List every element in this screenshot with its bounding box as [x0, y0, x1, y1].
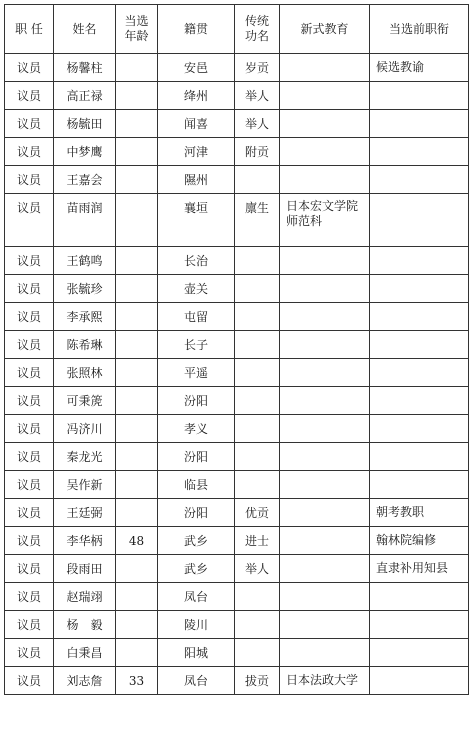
cell-name: 杨毓田: [54, 110, 116, 138]
cell-traditional-degree: [235, 359, 280, 387]
cell-age: [116, 194, 158, 247]
header-name: 姓名: [54, 5, 116, 54]
table-row: [5, 499, 469, 527]
cell-modern-education: [280, 611, 370, 639]
cell-traditional-degree: 附贡: [235, 138, 280, 166]
cell-age: [116, 331, 158, 359]
cell-traditional-degree: 拔贡: [235, 667, 280, 695]
cell-modern-education: [280, 54, 370, 82]
cell-position: 议员: [5, 471, 54, 499]
cell-traditional-degree: [235, 303, 280, 331]
cell-traditional-degree: [235, 247, 280, 275]
cell-native-place: 河津: [158, 138, 235, 166]
cell-traditional-degree: 优贡: [235, 499, 280, 527]
cell-prior-title: [370, 611, 469, 639]
cell-prior-title: [370, 331, 469, 359]
table-row: [5, 527, 469, 555]
cell-native-place: 武乡: [158, 527, 235, 555]
cell-name: 秦龙光: [54, 443, 116, 471]
cell-name: 段雨田: [54, 555, 116, 583]
cell-position: 议员: [5, 583, 54, 611]
cell-name: 白秉昌: [54, 639, 116, 667]
cell-native-place: 临县: [158, 471, 235, 499]
cell-native-place: 绛州: [158, 82, 235, 110]
cell-name: 李承熙: [54, 303, 116, 331]
cell-name: 冯济川: [54, 415, 116, 443]
cell-name: 王鹤鸣: [54, 247, 116, 275]
table-row: [5, 583, 469, 611]
cell-prior-title: 直隶补用知县: [370, 555, 469, 583]
cell-age: [116, 275, 158, 303]
cell-native-place: 凤台: [158, 667, 235, 695]
cell-modern-education: [280, 82, 370, 110]
cell-native-place: 襄垣: [158, 194, 235, 247]
cell-traditional-degree: 进士: [235, 527, 280, 555]
cell-native-place: 隰州: [158, 166, 235, 194]
cell-native-place: 安邑: [158, 54, 235, 82]
cell-name: 王廷弼: [54, 499, 116, 527]
cell-age: [116, 110, 158, 138]
cell-prior-title: [370, 415, 469, 443]
cell-native-place: 武乡: [158, 555, 235, 583]
cell-prior-title: 朝考教职: [370, 499, 469, 527]
cell-traditional-degree: [235, 471, 280, 499]
table-row: [5, 555, 469, 583]
cell-modern-education: [280, 303, 370, 331]
table-row: [5, 443, 469, 471]
cell-age: [116, 499, 158, 527]
cell-prior-title: [370, 667, 469, 695]
cell-age: [116, 247, 158, 275]
cell-modern-education: [280, 275, 370, 303]
table-row: [5, 138, 469, 166]
table-body: [5, 54, 469, 695]
cell-traditional-degree: [235, 415, 280, 443]
cell-native-place: 阳城: [158, 639, 235, 667]
cell-name: 赵瑞翊: [54, 583, 116, 611]
cell-traditional-degree: [235, 639, 280, 667]
cell-age: [116, 138, 158, 166]
cell-age: [116, 415, 158, 443]
cell-traditional-degree: 举人: [235, 110, 280, 138]
cell-position: 议员: [5, 359, 54, 387]
cell-position: 议员: [5, 639, 54, 667]
table-row: [5, 110, 469, 138]
cell-prior-title: 候选教谕: [370, 54, 469, 82]
cell-modern-education: [280, 555, 370, 583]
cell-name: 杨 毅: [54, 611, 116, 639]
cell-traditional-degree: 举人: [235, 555, 280, 583]
cell-prior-title: [370, 387, 469, 415]
cell-native-place: 陵川: [158, 611, 235, 639]
cell-prior-title: [370, 194, 469, 247]
cell-modern-education: [280, 387, 370, 415]
header-prior-title: 当选前职衔: [370, 5, 469, 54]
cell-position: 议员: [5, 331, 54, 359]
table-row: [5, 54, 469, 82]
cell-position: 议员: [5, 247, 54, 275]
cell-position: 议员: [5, 415, 54, 443]
table-row: [5, 611, 469, 639]
table-row: [5, 387, 469, 415]
cell-age: [116, 387, 158, 415]
cell-position: 议员: [5, 138, 54, 166]
header-modern-education: 新式教育: [280, 5, 370, 54]
cell-position: 议员: [5, 527, 54, 555]
cell-position: 议员: [5, 194, 54, 247]
cell-native-place: 汾阳: [158, 443, 235, 471]
cell-traditional-degree: 举人: [235, 82, 280, 110]
cell-native-place: 屯留: [158, 303, 235, 331]
table-row: [5, 303, 469, 331]
cell-name: 杨馨柱: [54, 54, 116, 82]
cell-modern-education: [280, 639, 370, 667]
cell-prior-title: [370, 166, 469, 194]
cell-name: 高正禄: [54, 82, 116, 110]
cell-native-place: 壶关: [158, 275, 235, 303]
cell-age: [116, 583, 158, 611]
cell-name: 陈希琳: [54, 331, 116, 359]
cell-traditional-degree: [235, 166, 280, 194]
cell-age: [116, 471, 158, 499]
cell-age: 33: [116, 667, 158, 695]
cell-age: 48: [116, 527, 158, 555]
cell-modern-education: [280, 415, 370, 443]
cell-prior-title: [370, 639, 469, 667]
cell-prior-title: [370, 471, 469, 499]
header-traditional-degree: 传统 功名: [235, 5, 280, 54]
cell-native-place: 汾阳: [158, 387, 235, 415]
cell-age: [116, 359, 158, 387]
table-row: [5, 359, 469, 387]
cell-age: [116, 639, 158, 667]
cell-age: [116, 611, 158, 639]
header-native-place: 籍贯: [158, 5, 235, 54]
cell-position: 议员: [5, 611, 54, 639]
cell-native-place: 凤台: [158, 583, 235, 611]
cell-prior-title: [370, 247, 469, 275]
cell-age: [116, 303, 158, 331]
cell-prior-title: [370, 82, 469, 110]
cell-age: [116, 166, 158, 194]
header-position: 职 任: [5, 5, 54, 54]
cell-position: 议员: [5, 166, 54, 194]
cell-prior-title: [370, 443, 469, 471]
cell-traditional-degree: [235, 583, 280, 611]
table-row: [5, 639, 469, 667]
cell-age: [116, 555, 158, 583]
cell-modern-education: [280, 110, 370, 138]
cell-age: [116, 54, 158, 82]
cell-modern-education: [280, 166, 370, 194]
header-age: 当选 年龄: [116, 5, 158, 54]
table-row: [5, 247, 469, 275]
cell-traditional-degree: [235, 443, 280, 471]
cell-native-place: 闻喜: [158, 110, 235, 138]
table-header-row: [5, 5, 469, 54]
cell-modern-education: [280, 359, 370, 387]
cell-position: 议员: [5, 443, 54, 471]
table-row: [5, 471, 469, 499]
table-row: [5, 82, 469, 110]
cell-name: 苗雨润: [54, 194, 116, 247]
cell-position: 议员: [5, 387, 54, 415]
cell-position: 议员: [5, 555, 54, 583]
cell-position: 议员: [5, 275, 54, 303]
cell-modern-education: [280, 471, 370, 499]
cell-modern-education: 日本宏文学院师范科: [280, 194, 370, 247]
cell-age: [116, 443, 158, 471]
cell-modern-education: 日本法政大学: [280, 667, 370, 695]
cell-prior-title: [370, 275, 469, 303]
table-row: [5, 275, 469, 303]
cell-prior-title: [370, 303, 469, 331]
member-roster-table: [4, 4, 469, 695]
cell-position: 议员: [5, 110, 54, 138]
cell-modern-education: [280, 331, 370, 359]
cell-traditional-degree: 廪生: [235, 194, 280, 247]
cell-name: 张照林: [54, 359, 116, 387]
cell-position: 议员: [5, 82, 54, 110]
cell-prior-title: [370, 583, 469, 611]
cell-position: 议员: [5, 499, 54, 527]
table-row: [5, 166, 469, 194]
table-row: [5, 667, 469, 695]
cell-modern-education: [280, 247, 370, 275]
cell-modern-education: [280, 583, 370, 611]
cell-prior-title: [370, 110, 469, 138]
cell-name: 刘志詹: [54, 667, 116, 695]
cell-name: 李华柄: [54, 527, 116, 555]
cell-name: 中梦鹰: [54, 138, 116, 166]
cell-traditional-degree: [235, 387, 280, 415]
cell-name: 王嘉会: [54, 166, 116, 194]
cell-name: 吴作新: [54, 471, 116, 499]
cell-name: 可秉箎: [54, 387, 116, 415]
cell-position: 议员: [5, 54, 54, 82]
cell-modern-education: [280, 443, 370, 471]
cell-modern-education: [280, 499, 370, 527]
cell-position: 议员: [5, 667, 54, 695]
cell-prior-title: 翰林院编修: [370, 527, 469, 555]
cell-age: [116, 82, 158, 110]
cell-prior-title: [370, 359, 469, 387]
cell-native-place: 长子: [158, 331, 235, 359]
cell-name: 张毓珍: [54, 275, 116, 303]
cell-native-place: 平遥: [158, 359, 235, 387]
cell-modern-education: [280, 138, 370, 166]
cell-prior-title: [370, 138, 469, 166]
cell-traditional-degree: [235, 331, 280, 359]
cell-traditional-degree: [235, 275, 280, 303]
cell-traditional-degree: 岁贡: [235, 54, 280, 82]
table-row: [5, 331, 469, 359]
cell-position: 议员: [5, 303, 54, 331]
table-row: [5, 194, 469, 247]
cell-modern-education: [280, 527, 370, 555]
cell-traditional-degree: [235, 611, 280, 639]
cell-native-place: 孝义: [158, 415, 235, 443]
cell-native-place: 汾阳: [158, 499, 235, 527]
cell-native-place: 长治: [158, 247, 235, 275]
table-row: [5, 415, 469, 443]
